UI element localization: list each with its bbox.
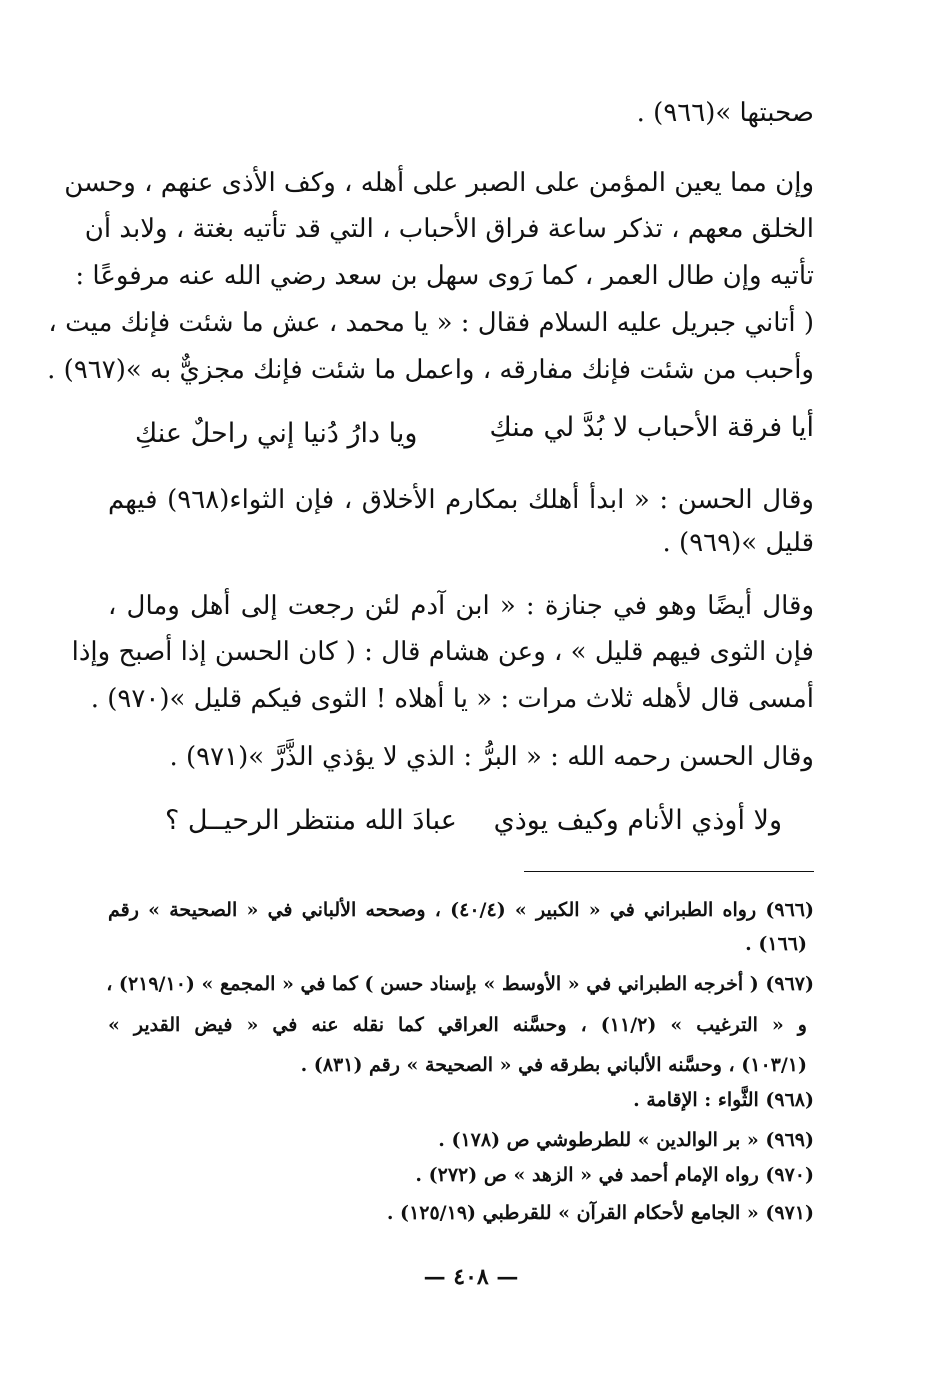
body-line: وقال الحسن : « ابدأ أهلك بمكارم الأخلاق ، فإن الثواء(٩٦٨) فيهم [108, 485, 814, 515]
footnote-line: (١٦٦) . [745, 933, 807, 955]
body-line: الخلق معهم ، تذكر ساعة فراق الأحباب ، التي قد تأتيه بغتة ، ولابد أن [84, 214, 814, 244]
body-line: أمسى قال لأهله ثلاث مرات : « يا أهلاه ! الثوى فيكم قليل »(٩٧٠) . [90, 684, 814, 714]
page-number: — ٤٠٨ — [423, 1264, 519, 1290]
body-line: وأحبب من شئت فإنك مفارقه ، واعمل ما شئت فإنك مجزيٌّ به »(٩٦٧) . [47, 355, 814, 385]
verse-hemistich-first: أيا فرقة الأحباب لا بُدَّ لي منكِ [489, 412, 814, 443]
footnote-line: (٩٦٨) الثَّواء : الإقامة . [633, 1089, 814, 1111]
footnote-line: و « الترغيب » (١١/٢) ، وحسَّنه العراقي كما نقله عنه في « فيض القدير » [108, 1014, 807, 1036]
footnote-line: (٩٦٦) رواه الطبراني في « الكبير » (٤٠/٤) ، وصححه الألباني في « الصحيحة » رقم [108, 899, 814, 921]
footnote-line: (٩٦٩) « بر الوالدين » للطرطوشي ص (١٧٨) . [438, 1129, 814, 1151]
footnote-line: (٩٧١) « الجامع لأحكام القرآن » للقرطبي (١٢٥/١٩) . [386, 1202, 814, 1224]
body-line: وقال أيضًا وهو في جنازة : « ابن آدم لئن رجعت إلى أهل ومال ، [108, 591, 814, 621]
body-line: قليل »(٩٦٩) . [662, 528, 814, 558]
body-line: وإن مما يعين المؤمن على الصبر على أهله ، وكف الأذى عنهم ، وحسن [64, 168, 814, 198]
body-line: ( أتاني جبريل عليه السلام فقال : « يا محمد ، عش ما شئت فإنك ميت ، [48, 308, 814, 338]
footnote-line: (١٠٣/١) ، وحسَّنه الألباني بطرقه في « الصحيحة » رقم (٨٣١) . [300, 1054, 807, 1076]
footnote-separator [524, 871, 814, 872]
body-line: تأتيه وإن طال العمر ، كما رَوى سهل بن سعد رضي الله عنه مرفوعًا : [75, 261, 814, 291]
footnote-line: (٩٦٧) ( أخرجه الطبراني في « الأوسط » بإسناد حسن ) كما في « المجمع » (٢١٩/١٠) ، [106, 973, 814, 995]
verse-hemistich-second: عبادَ الله منتظر الرحيــل ؟ [165, 805, 457, 836]
verse-hemistich-first: ولا أوذي الأنام وكيف يوذي [493, 805, 782, 836]
body-line: صحبتها »(٩٦٦) . [636, 98, 814, 128]
verse-hemistich-second: ويا دارُ دُنيا إني راحلٌ عنكِ [135, 418, 418, 449]
body-line: فإن الثوى فيهم قليل » ، وعن هشام قال : ( كان الحسن إذا أصبح وإذا [71, 637, 814, 667]
body-line: وقال الحسن رحمه الله : « البرُّ : الذي لا يؤذي الذَّرَّ »(٩٧١) . [169, 742, 814, 772]
footnote-line: (٩٧٠) رواه الإمام أحمد في « الزهد » ص (٢٧٢) . [415, 1164, 814, 1186]
